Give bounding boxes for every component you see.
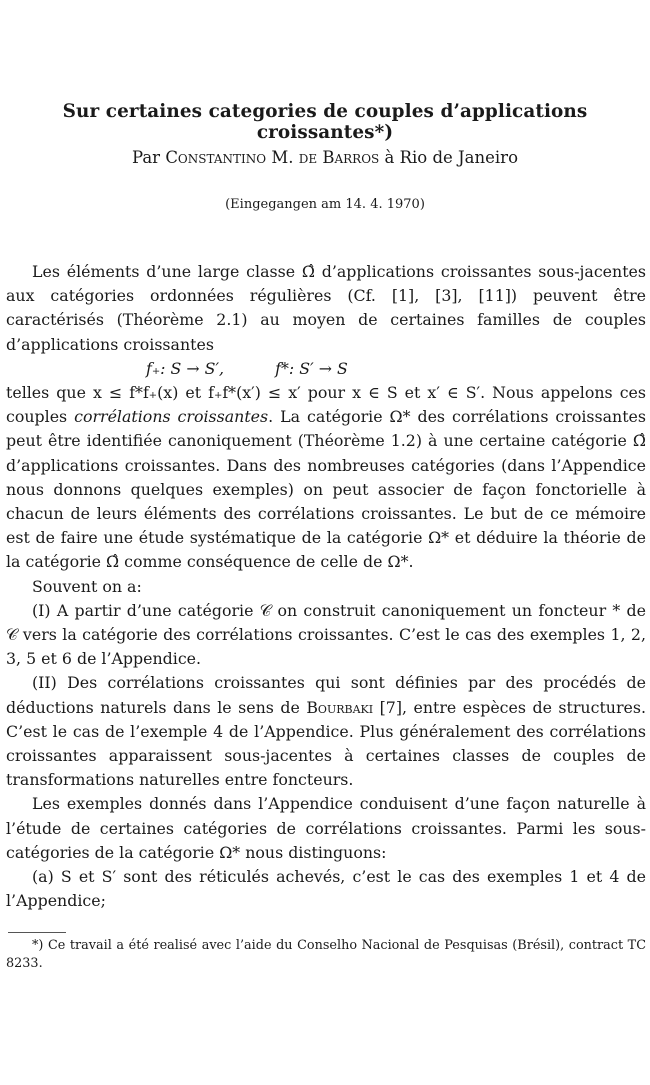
paragraph-2-part-b: . La catégorie Ω* des corrélations croissantes peut être identifiée canoniquement (Théorème 1.2) à une certaine catégorie Ω̂ d’applications croissantes. Dans des nombreuses catégories (dans l’Appendice nous donnons quelques exemples) on peut associer de façon fonctorielle à chacun de leurs éléments des corrélations croissantes. Le but de ce mémoire est de faire une étude systématique de la catégorie Ω* et déduire la théorie de la catégorie Ω̂ comme conséquence de celle de Ω*. xyxy=(6,407,646,572)
paragraph-2-part-a: telles que x ≤ f*f₊(x) et f₊f*(x′) ≤ x′ pour x ∈ S et x′ ∈ S′. Nous appelons ces couples xyxy=(6,383,646,427)
paragraph-2 xyxy=(6,381,646,575)
footnote-text: *) Ce travail a été realisé avec l’aide du Conselho Nacional de Pesquisas (Brésil), contract TC 8233. xyxy=(6,938,646,971)
received-date: (Eingegangen am 14. 4. 1970) xyxy=(225,197,425,212)
formula-line xyxy=(6,357,646,381)
formula-right: f*: S′ → S xyxy=(275,358,348,378)
author-suffix: à Rio de Janeiro xyxy=(379,148,519,167)
author-line xyxy=(0,148,650,167)
paragraph-6: Les exemples donnés dans l’Appendice conduisent d’une façon naturelle à l’étude de certaines catégories de corrélations croissantes. Parmi les sous-catégories de la catégorie Ω* nous distinguons: xyxy=(6,794,646,862)
paragraph-5-smallcaps: Bourbaki xyxy=(306,697,374,717)
body-text xyxy=(6,260,646,913)
footnote xyxy=(6,937,646,973)
author-name: Constantino M. de Barros xyxy=(165,148,380,167)
paragraph-3: Souvent on a: xyxy=(32,576,142,596)
paragraph-1: Les éléments d’une large classe Ω̂ d’applications croissantes sous-jacentes aux catégories ordonnées régulières (Cf. [1], [3], [11]) peuvent être caractérisés (Théorème 2.1) au moyen de certaines familles de couples d’applications croissantes xyxy=(6,262,646,354)
paragraph-4: (I) A partir d’une catégorie 𝒞 on construit canoniquement un foncteur * de 𝒞 vers la catégorie des corrélations croissantes. C’est le cas des exemples 1, 2, 3, 5 et 6 de l’Appendice. xyxy=(6,600,646,669)
paragraph-5-part-a: (II) Des corrélations croissantes qui sont définies par des procédés de déductions naturels dans le sens de xyxy=(6,673,646,717)
paper-title: Sur certaines categories de couples d’applications croissantes*) xyxy=(62,101,588,143)
formula-left: f₊: S → S′, xyxy=(146,358,225,378)
paragraph-7: (a) S et S′ sont des réticulés achevés, c’est le cas des exemples 1 et 4 de l’Appendice; xyxy=(6,867,646,911)
author-prefix: Par xyxy=(131,148,166,167)
footnote-rule xyxy=(8,932,66,933)
paragraph-5 xyxy=(6,671,646,792)
paragraph-2-emphasis: corrélations croissantes xyxy=(74,407,269,427)
paragraph-5-part-b: [7], entre espèces de structures. C’est le cas de l’exemple 4 de l’Appendice. Plus généralement des corrélations croissantes apparaissent sous-jacentes à certaines classes de couples de transformations naturelles entre foncteurs. xyxy=(6,697,646,790)
